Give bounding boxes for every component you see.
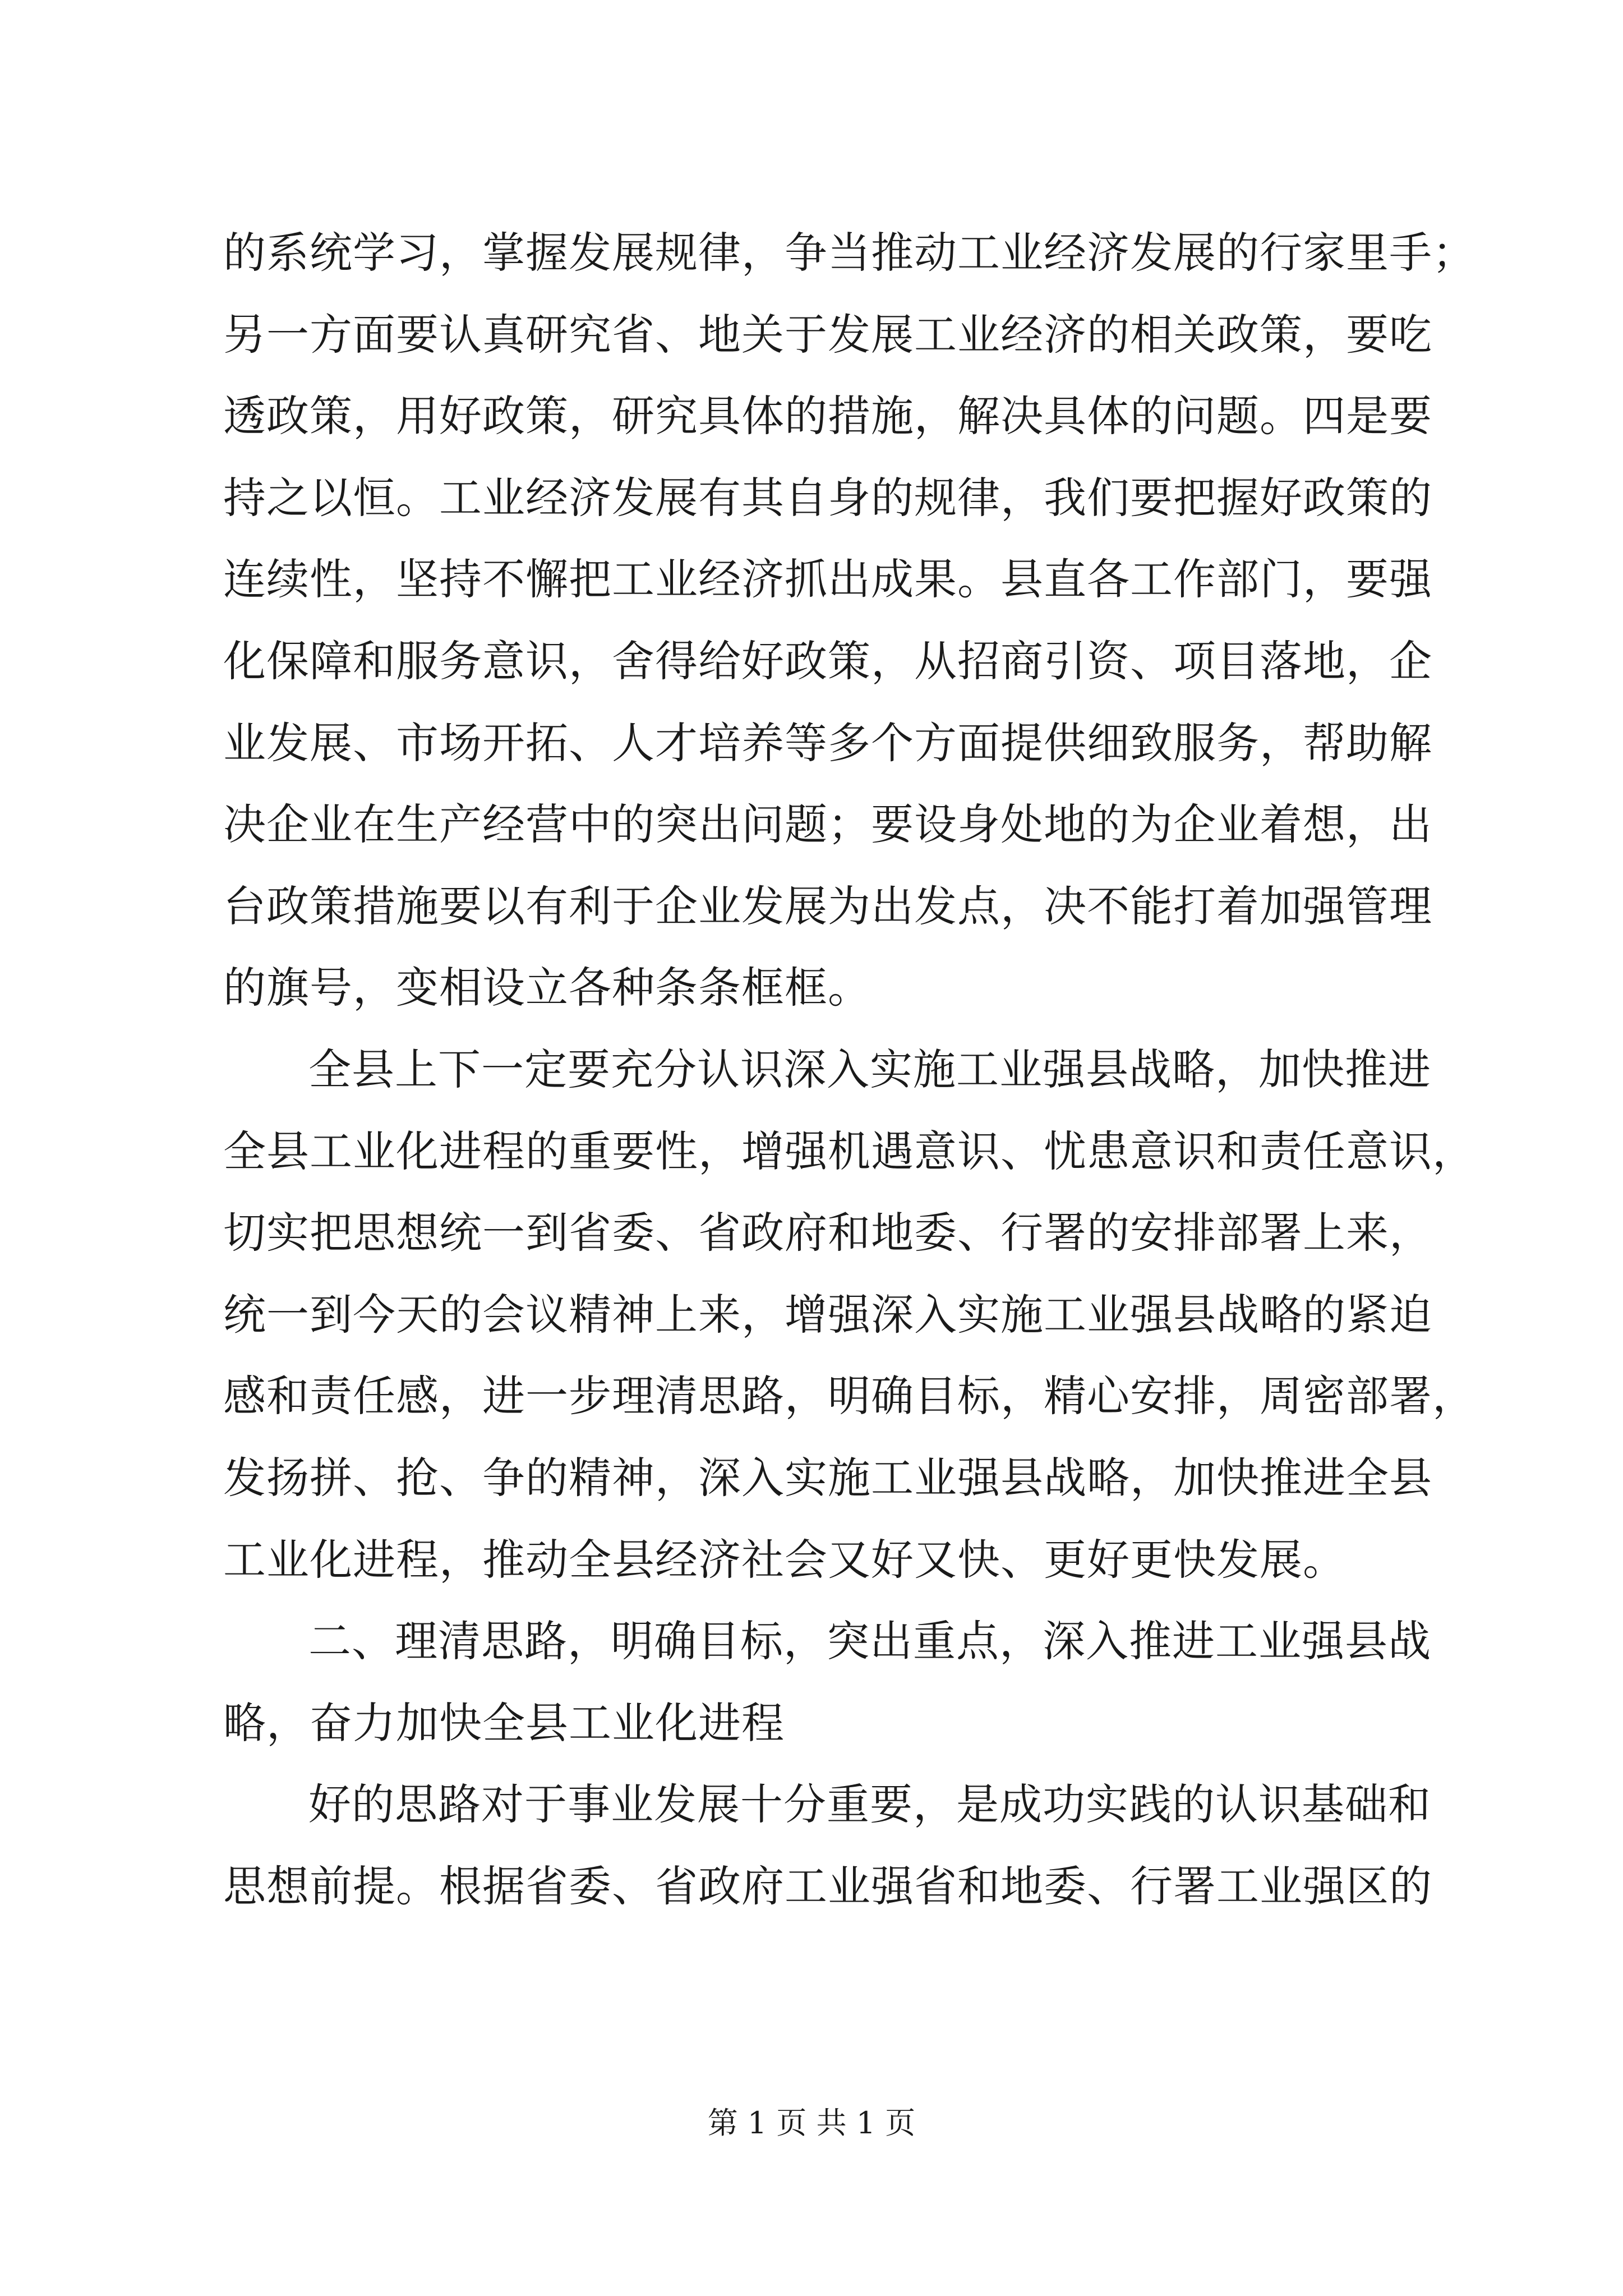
text-line: 业发展、市场开拓、人才培养等多个方面提供细致服务，帮助解 [223, 717, 1432, 768]
text-line: 的旗号，变相设立各种条条框框。 [223, 963, 871, 1013]
text-line: 全县工业化进程的重要性，增强机遇意识、忧患意识和责任意识， [223, 1126, 1476, 1176]
text-line: 思想前提。根据省委、省政府工业强省和地委、行署工业强区的 [223, 1861, 1432, 1911]
section-heading [223, 1600, 1429, 1764]
document-body [223, 212, 1476, 1927]
text-line: 化保障和服务意识，舍得给好政策，从招商引资、项目落地，企 [223, 636, 1432, 686]
text-line: 切实把思想统一到省委、省政府和地委、行署的安排部署上来， [223, 1208, 1432, 1258]
text-line: 透政策，用好政策，研究具体的措施，解决具体的问题。四是要 [223, 391, 1432, 441]
text-line: 发扬拼、抢、争的精神，深入实施工业强县战略，加快推进全县 [223, 1452, 1432, 1503]
paragraph-1 [223, 212, 1476, 1029]
text-line: 台政策措施要以有利于企业发展为出发点，决不能打着加强管理 [223, 881, 1432, 931]
text-line: 的系统学习，掌握发展规律，争当推动工业经济发展的行家里手； [223, 228, 1476, 278]
text-line: 另一方面要认真研究省、地关于发展工业经济的相关政策，要吃 [223, 309, 1432, 360]
page-number-label: 第 1 页 共 1 页 [707, 2105, 916, 2141]
text-line: 决企业在生产经营中的突出问题；要设身处地的为企业着想，出 [223, 799, 1432, 850]
text-line: 工业化进程，推动全县经济社会又好又快、更好更快发展。 [223, 1534, 1346, 1585]
text-line: 二、理清思路，明确目标，突出重点，深入推进工业强县战 [308, 1616, 1431, 1667]
text-line: 略，奋力加快全县工业化进程 [223, 1697, 785, 1748]
text-line: 连续性，坚持不懈把工业经济抓出成果。县直各工作部门，要强 [223, 554, 1432, 605]
paragraph-2 [223, 1029, 1476, 1600]
paragraph-3 [223, 1764, 1432, 1927]
text-line: 持之以恒。工业经济发展有其自身的规律，我们要把握好政策的 [223, 472, 1432, 523]
page-footer [0, 2104, 1623, 2143]
text-line: 全县上下一定要充分认识深入实施工业强县战略，加快推进 [308, 1044, 1431, 1094]
text-line: 好的思路对于事业发展十分重要，是成功实践的认识基础和 [308, 1779, 1431, 1830]
text-line: 感和责任感，进一步理清思路，明确目标，精心安排，周密部署， [223, 1371, 1476, 1421]
text-line: 统一到今天的会议精神上来，增强深入实施工业强县战略的紧迫 [223, 1289, 1432, 1340]
